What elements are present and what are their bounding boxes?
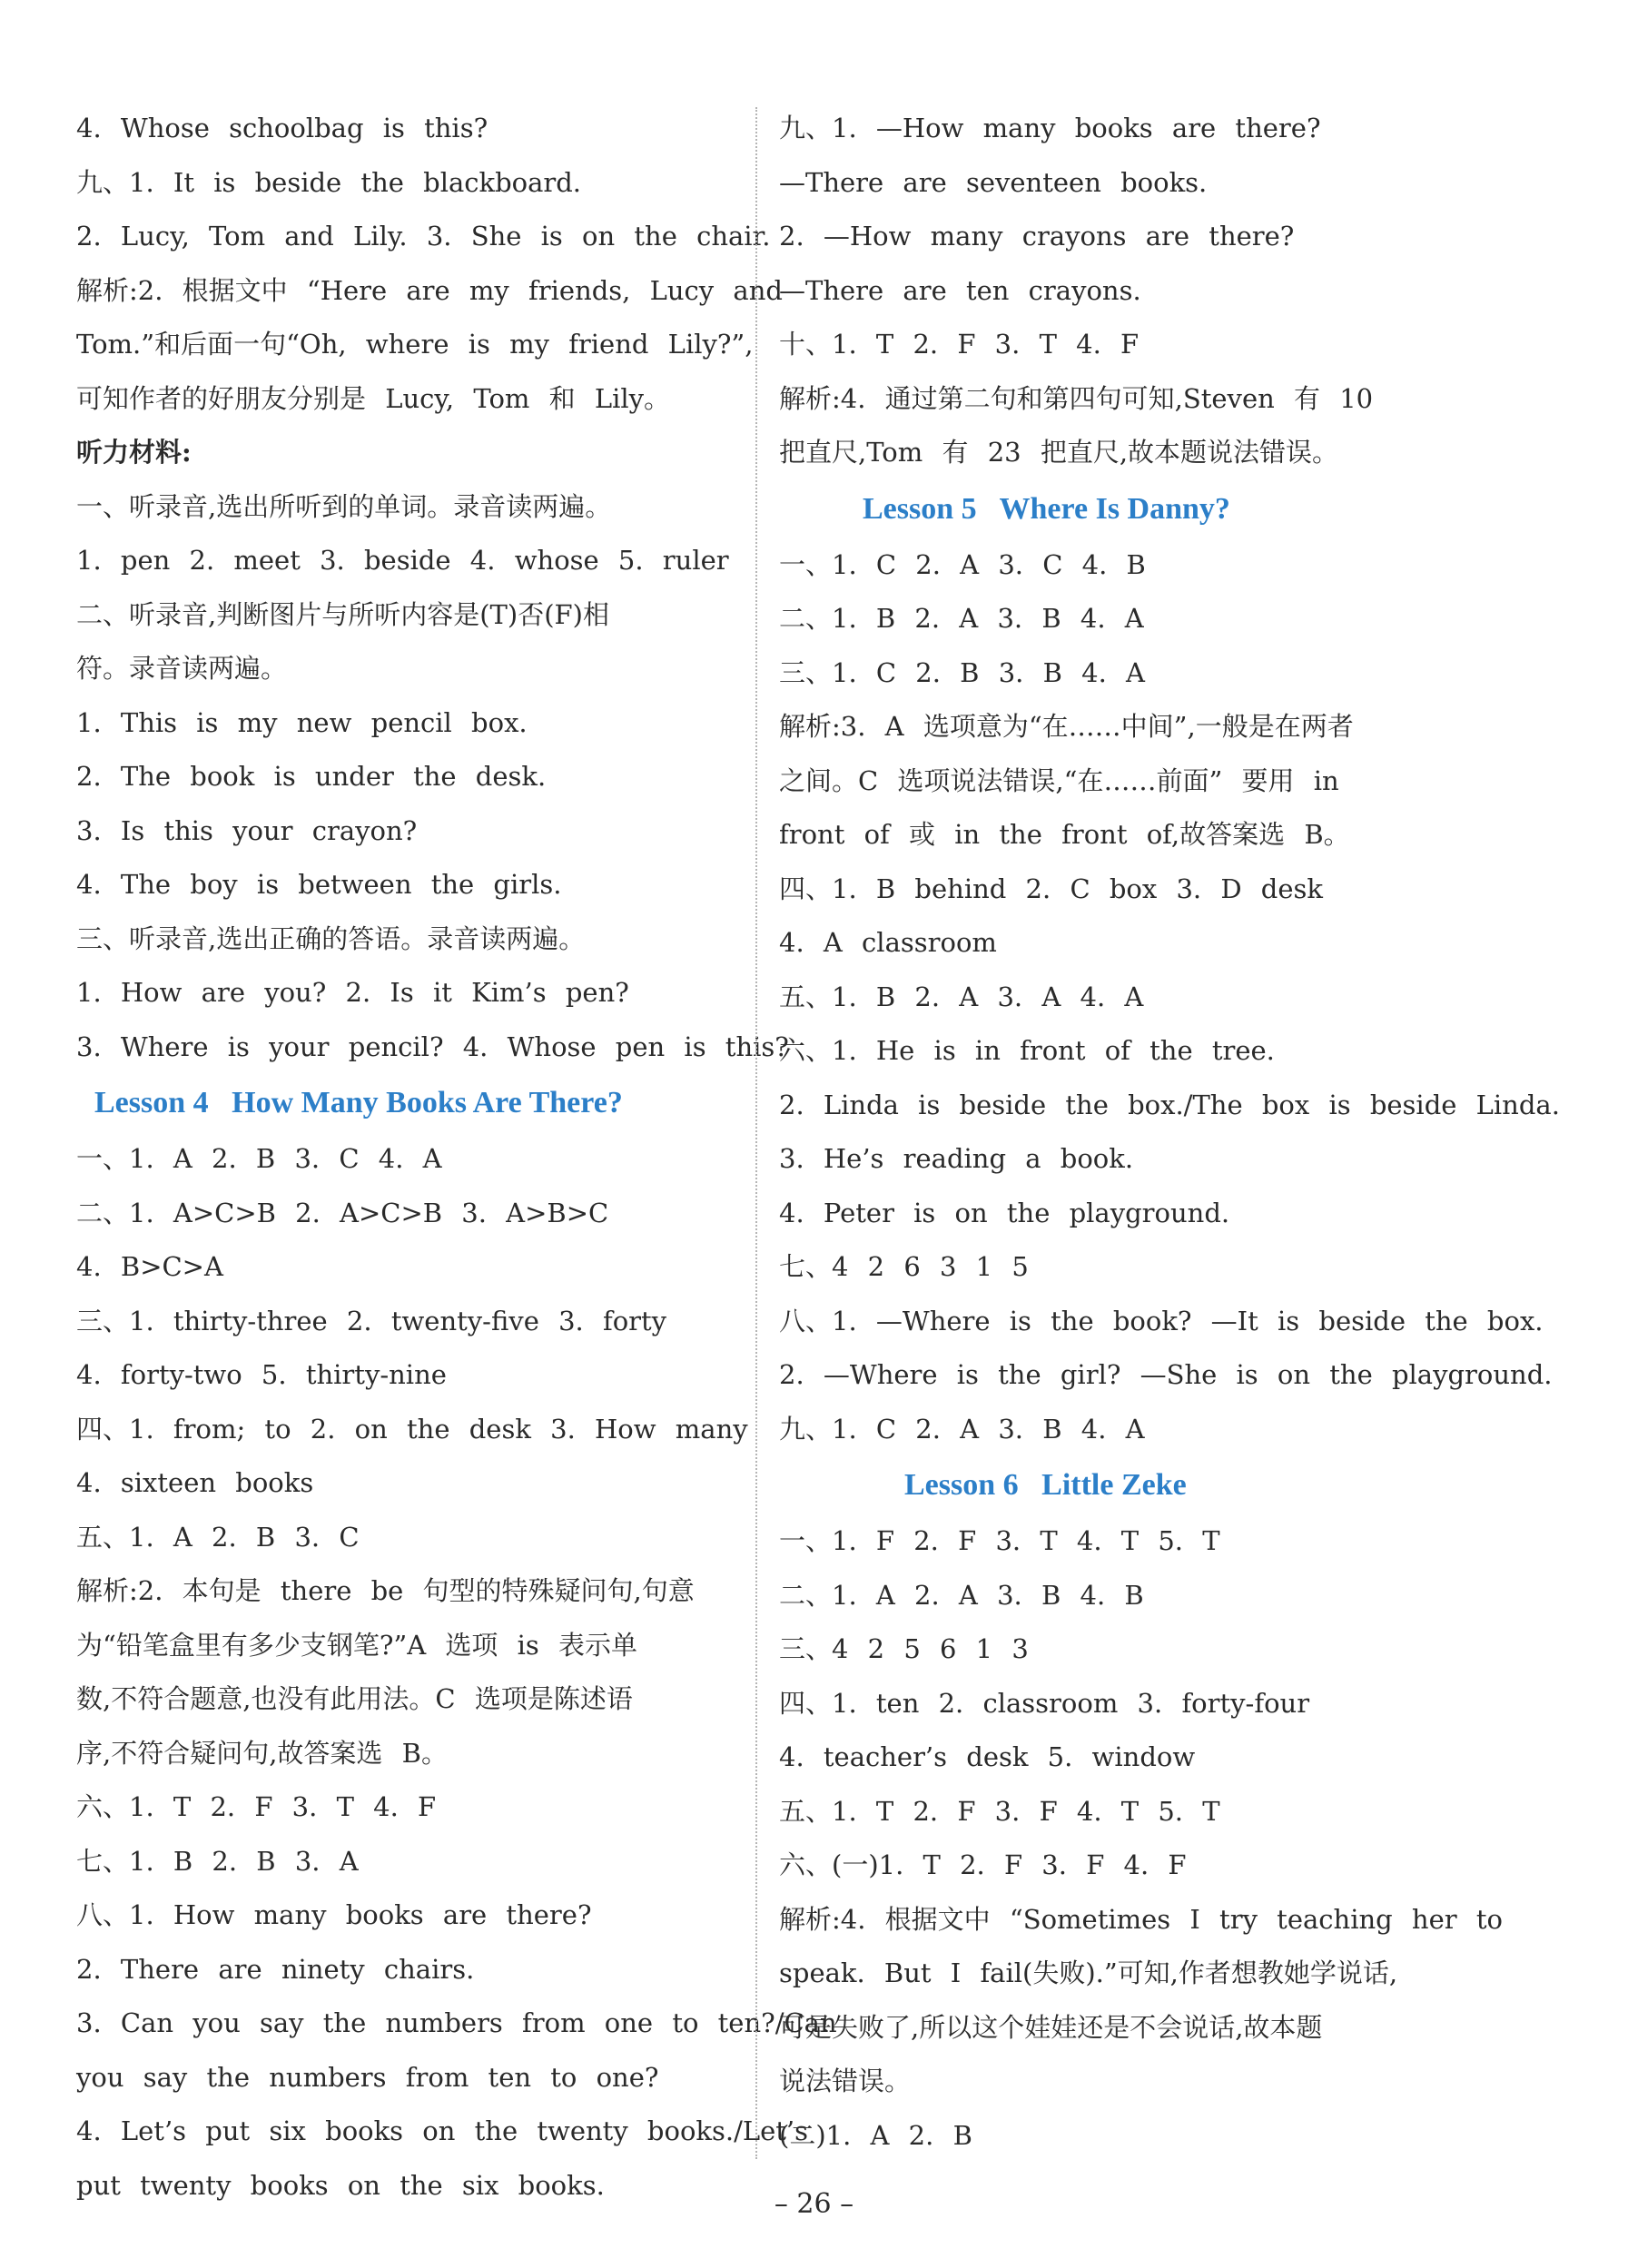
answer-line: speak. But I fail(失败).”可知,作者想教她学说话,: [779, 1957, 1398, 1988]
answer-line: 二、1. B 2. A 3. B 4. A: [779, 603, 1144, 634]
answer-line: —There are ten crayons.: [779, 274, 1141, 306]
lesson-heading: Lesson 5 Where Is Danny?: [863, 491, 1230, 526]
answer-line: Tom.”和后面一句“Oh, where is my friend Lily?”,: [76, 329, 754, 360]
answer-line: 一、1. C 2. A 3. C 4. B: [779, 548, 1146, 580]
answer-line: 1. How are you? 2. Is it Kim’s pen?: [76, 977, 629, 1008]
answer-line: —There are seventeen books.: [779, 166, 1208, 198]
answer-line: 解析:2. 本句是 there be 句型的特殊疑问句,句意: [76, 1575, 695, 1606]
answer-line: 三、听录音,选出正确的答语。录音读两遍。: [76, 922, 586, 954]
answer-line: 3. He’s reading a book.: [779, 1143, 1134, 1174]
answer-line: 六、(一)1. T 2. F 3. F 4. F: [779, 1849, 1187, 1880]
answer-line: (二)1. A 2. B: [779, 2119, 972, 2151]
answer-line: 1. This is my new pencil box.: [76, 706, 528, 738]
answer-line: 可是失败了,所以这个娃娃还是不会说话,故本题: [779, 2011, 1323, 2043]
answer-line: 二、听录音,判断图片与所听内容是(T)否(F)相: [76, 598, 609, 630]
answer-line: 四、1. ten 2. classroom 3. forty-four: [779, 1687, 1310, 1719]
answer-line: you say the numbers from ten to one?: [76, 2061, 659, 2093]
answer-line: 九、1. C 2. A 3. B 4. A: [779, 1413, 1145, 1445]
answer-line: 3. Can you say the numbers from one to ten?/Can: [76, 2007, 837, 2038]
answer-line: 2. —Where is the girl? —She is on the playground.: [779, 1359, 1553, 1390]
answer-line: 可知作者的好朋友分别是 Lucy, Tom 和 Lily。: [76, 382, 671, 414]
answer-line: 五、1. T 2. F 3. F 4. T 5. T: [779, 1795, 1220, 1827]
column-divider: [755, 107, 757, 2159]
answer-line: 4. Peter is on the playground.: [779, 1197, 1230, 1228]
answer-line: 四、1. from; to 2. on the desk 3. How many: [76, 1413, 748, 1445]
answer-line: 说法错误。: [779, 2066, 912, 2096]
answer-line: 一、1. F 2. F 3. T 4. T 5. T: [779, 1525, 1220, 1556]
answer-line: 一、听录音,选出所听到的单词。录音读两遍。: [76, 490, 612, 522]
answer-line: 七、4 2 6 3 1 5: [779, 1251, 1029, 1282]
answer-line: 2. Lucy, Tom and Lily. 3. She is on the chair.: [76, 221, 771, 251]
answer-line: 五、1. B 2. A 3. A 4. A: [779, 981, 1144, 1012]
answer-line: 2. Linda is beside the box./The box is beside Linda.: [779, 1089, 1560, 1120]
page-number: – 26 –: [774, 2188, 854, 2220]
answer-line: 解析:3. A 选项意为“在……中间”,一般是在两者: [779, 711, 1354, 742]
answer-line: 4. The boy is between the girls.: [76, 869, 562, 900]
answer-line: 2. The book is under the desk.: [76, 761, 547, 792]
answer-line: 三、1. C 2. B 3. B 4. A: [779, 656, 1145, 688]
answer-line: 四、1. B behind 2. C box 3. D desk: [779, 873, 1323, 904]
answer-line: 解析:4. 通过第二句和第四句可知,Steven 有 10: [779, 382, 1374, 414]
section-label: 听力材料:: [76, 437, 192, 468]
answer-line: 4. B>C>A: [76, 1251, 223, 1282]
answer-line: 六、1. T 2. F 3. T 4. F: [76, 1791, 437, 1822]
answer-line: 八、1. —Where is the book? —It is beside the box.: [779, 1305, 1544, 1336]
lesson-heading: Lesson 6 Little Zeke: [904, 1468, 1187, 1502]
answer-line: 4. Whose schoolbag is this?: [76, 113, 488, 143]
answer-line: 三、1. thirty-three 2. twenty-five 3. forty: [76, 1305, 667, 1336]
answer-line: put twenty books on the six books.: [76, 2169, 605, 2201]
answer-line: 3. Is this your crayon?: [76, 814, 418, 846]
right-column: [779, 102, 1560, 2163]
answer-line: 4. teacher’s desk 5. window: [779, 1741, 1196, 1772]
answer-line: 1. pen 2. meet 3. beside 4. whose 5. ruler: [76, 545, 729, 576]
answer-line: 数,不符合题意,也没有此用法。C 选项是陈述语: [76, 1683, 633, 1714]
answer-line: 4. Let’s put six books on the twenty books./Let’s: [76, 2115, 809, 2146]
answer-line: 之间。C 选项说法错误,“在……前面” 要用 in: [779, 764, 1339, 796]
answer-line: 为“铅笔盒里有多少支钢笔?”A 选项 is 表示单: [76, 1629, 637, 1661]
answer-line: 3. Where is your pencil? 4. Whose pen is this?: [76, 1030, 789, 1062]
answer-line: 二、1. A 2. A 3. B 4. B: [779, 1579, 1144, 1611]
answer-line: 符。录音读两遍。: [76, 653, 288, 684]
answer-line: 十、1. T 2. F 3. T 4. F: [779, 329, 1140, 360]
answer-line: 把直尺,Tom 有 23 把直尺,故本题说法错误。: [779, 437, 1339, 468]
answer-line: 三、4 2 5 6 1 3: [779, 1633, 1029, 1664]
answer-line: 九、1. It is beside the blackboard.: [76, 166, 582, 198]
answer-line: 4. A classroom: [779, 927, 997, 958]
answer-line: 4. forty-two 5. thirty-nine: [76, 1359, 447, 1390]
answer-line: 九、1. —How many books are there?: [779, 113, 1321, 143]
answer-line: 一、1. A 2. B 3. C 4. A: [76, 1143, 442, 1174]
answer-line: 二、1. A>C>B 2. A>C>B 3. A>B>C: [76, 1197, 609, 1228]
answer-line: front of 或 in the front of,故答案选 B。: [779, 819, 1350, 850]
answer-line: 八、1. How many books are there?: [76, 1899, 592, 1930]
answer-line: 解析:2. 根据文中 “Here are my friends, Lucy and: [76, 274, 783, 306]
answer-line: 序,不符合疑问句,故答案选 B。: [76, 1737, 448, 1769]
lesson-heading: Lesson 4 How Many Books Are There?: [94, 1086, 623, 1119]
answer-line: 4. sixteen books: [76, 1467, 314, 1498]
answer-line: 五、1. A 2. B 3. C: [76, 1521, 360, 1553]
answer-line: 解析:4. 根据文中 “Sometimes I try teaching her to: [779, 1903, 1503, 1935]
answer-line: 六、1. He is in front of the tree.: [779, 1035, 1275, 1066]
answer-line: 七、1. B 2. B 3. A: [76, 1845, 359, 1877]
answer-line: 2. —How many crayons are there?: [779, 221, 1295, 251]
answer-line: 2. There are ninety chairs.: [76, 1953, 475, 1985]
